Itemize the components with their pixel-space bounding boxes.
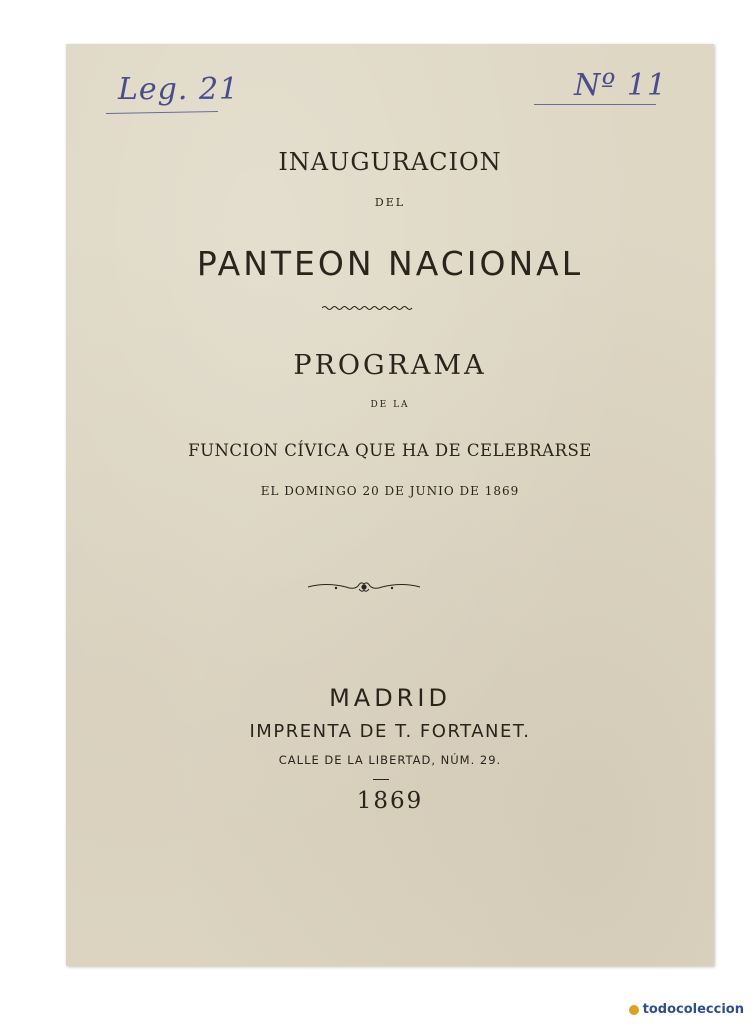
heading-programa: PROGRAMA [293, 350, 487, 381]
document-page [66, 44, 714, 966]
handwritten-legajo: Leg. 21 [118, 72, 240, 107]
heading-de-la: DE LA [370, 400, 410, 410]
handwritten-underline-right [534, 104, 656, 105]
divider-dash [373, 779, 389, 780]
title-del: DEL [374, 196, 406, 209]
wavy-rule-icon [322, 304, 414, 312]
imprint-printer: IMPRENTA DE T. FORTANET. [249, 721, 531, 742]
imprint-city: MADRID [329, 684, 451, 712]
watermark-text: todocoleccion [642, 1002, 744, 1017]
imprint-address: CALLE DE LA LIBERTAD, NÚM. 29. [278, 753, 502, 767]
ornament-flourish-icon [306, 578, 422, 596]
imprint-year: 1869 [356, 788, 424, 814]
subtitle-funcion-civica: FUNCION CÍVICA QUE HA DE CELEBRARSE [188, 441, 592, 460]
watermark [629, 1002, 744, 1017]
date-line: EL DOMINGO 20 DE JUNIO DE 1869 [260, 484, 520, 498]
title-panteon-nacional: PANTEON NACIONAL [196, 244, 584, 283]
watermark-logo-icon [629, 1005, 639, 1015]
handwritten-number: Nº 11 [574, 68, 668, 103]
title-inauguracion: INAUGURACION [278, 148, 502, 176]
handwritten-underline-left [106, 111, 218, 114]
